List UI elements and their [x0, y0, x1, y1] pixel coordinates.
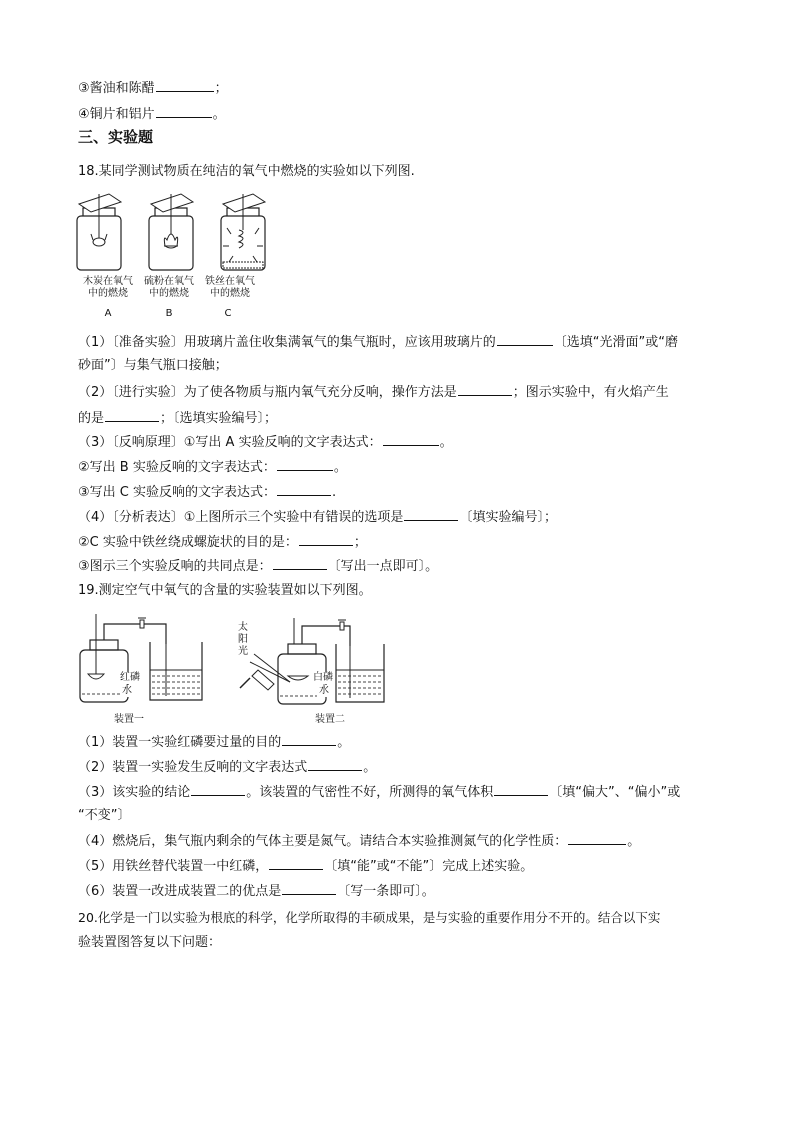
answer-blank[interactable]	[497, 334, 553, 346]
q20-line2: 验装置图答复以下问题：	[78, 935, 222, 950]
jar-c-icon	[221, 194, 265, 270]
q18-p2: （2）〔进行实验〕为了使各物质与瓶内氧气充分反响，操作方法是 ；图示实验中，有火焰产生	[78, 385, 669, 400]
caption-a: 木炭在氧气 中的燃烧	[83, 276, 133, 299]
label-b: B	[165, 308, 173, 319]
label-sunlight: 太 阳 光	[238, 622, 248, 657]
q18-p4a: （4）〔分析表达〕①上图所示三个实验中有错误的选项是 〔填实验编号〕；	[78, 510, 557, 525]
answer-blank[interactable]	[269, 858, 323, 870]
q19-stem: 19.测定空气中氧气的含量的实验装置如以下列图。	[78, 583, 372, 598]
q18-p3b: ②写出 B 实验反响的文字表达式： 。	[78, 460, 347, 475]
q19-p3: （3）该实验的结论 。该装置的气密性不好，所测得的氧气体积 〔填“偏大”、“偏小”或	[78, 785, 681, 800]
apparatus-one-label: 装置一	[114, 714, 144, 725]
answer-blank[interactable]	[299, 534, 353, 546]
answer-blank[interactable]	[308, 759, 362, 771]
label-water: 水	[122, 685, 132, 696]
answer-blank[interactable]	[383, 434, 439, 446]
jar-a-icon	[77, 194, 121, 270]
q19-p3-cont: “不变”〕	[78, 808, 131, 823]
answer-blank[interactable]	[404, 509, 458, 521]
q18-p4c: ③图示三个实验反响的共同点是： 〔写出一点即可〕。	[78, 559, 439, 574]
answer-blank[interactable]	[277, 459, 333, 471]
answer-blank[interactable]	[105, 410, 159, 422]
apparatus-one-icon	[78, 614, 208, 704]
jar-b-icon	[149, 194, 193, 270]
q19-p4: （4）燃烧后，集气瓶内剩余的气体主要是氮气。请结合本实验推测氮气的化学性质： 。	[78, 834, 641, 849]
label-red-phosphorus: 红磷	[120, 672, 140, 683]
q18-p2-cont: 的是 ；〔选填实验编号〕；	[78, 411, 278, 426]
answer-blank[interactable]	[277, 484, 331, 496]
answer-blank[interactable]	[568, 833, 626, 845]
answer-blank[interactable]	[191, 784, 245, 796]
answer-blank[interactable]	[282, 883, 336, 895]
item-4: ④铜片和铝片 。	[78, 107, 226, 122]
q18-p4b: ②C 实验中铁丝绕成螺旋状的目的是： ；	[78, 535, 367, 550]
label-white-phosphorus: 白磷	[313, 672, 333, 683]
q18-p3a: （3）〔反响原理〕①写出 A 实验反响的文字表达式： 。	[78, 435, 453, 450]
q18-figure	[75, 194, 275, 274]
apparatus-two-icon	[228, 614, 388, 706]
answer-blank[interactable]	[282, 734, 336, 746]
apparatus-two-label: 装置二	[315, 714, 345, 725]
answer-blank[interactable]	[156, 106, 212, 118]
caption-b: 硫粉在氧气 中的燃烧	[144, 276, 194, 299]
q19-p6: （6）装置一改进成装置二的优点是 〔写一条即可〕。	[78, 884, 435, 899]
label-c: C	[224, 308, 232, 319]
q18-stem: 18.某同学测试物质在纯洁的氧气中燃烧的实验如以下列图.	[78, 164, 415, 179]
answer-blank[interactable]	[458, 384, 512, 396]
caption-c: 铁丝在氧气 中的燃烧	[205, 276, 255, 299]
answer-blank[interactable]	[156, 80, 214, 92]
label-water-2: 水	[319, 685, 329, 696]
label-a: A	[104, 308, 112, 319]
answer-blank[interactable]	[273, 558, 327, 570]
item-3: ③酱油和陈醋 ；	[78, 81, 228, 96]
q20-line1: 20.化学是一门以实验为根底的科学，化学所取得的丰硕成果，是与实验的重要作用分不开的。结合以下实	[78, 910, 661, 925]
q18-p1-cont: 砂面”〕与集气瓶口接触；	[78, 358, 228, 373]
q18-p1: （1）〔准备实验〕用玻璃片盖住收集满氧气的集气瓶时，应该用玻璃片的 〔选填“光滑面”或“磨	[78, 335, 678, 350]
q18-p3c: ③写出 C 实验反响的文字表达式： .	[78, 485, 337, 500]
answer-blank[interactable]	[494, 784, 548, 796]
q19-p5: （5）用铁丝替代装置一中红磷， 〔填“能”或“不能”〕完成上述实验。	[78, 859, 534, 874]
q19-p2: （2）装置一实验发生反响的文字表达式 。	[78, 760, 377, 775]
q19-p1: （1）装置一实验红磷要过量的目的 。	[78, 735, 351, 750]
section-title: 三、实验题	[78, 128, 154, 146]
